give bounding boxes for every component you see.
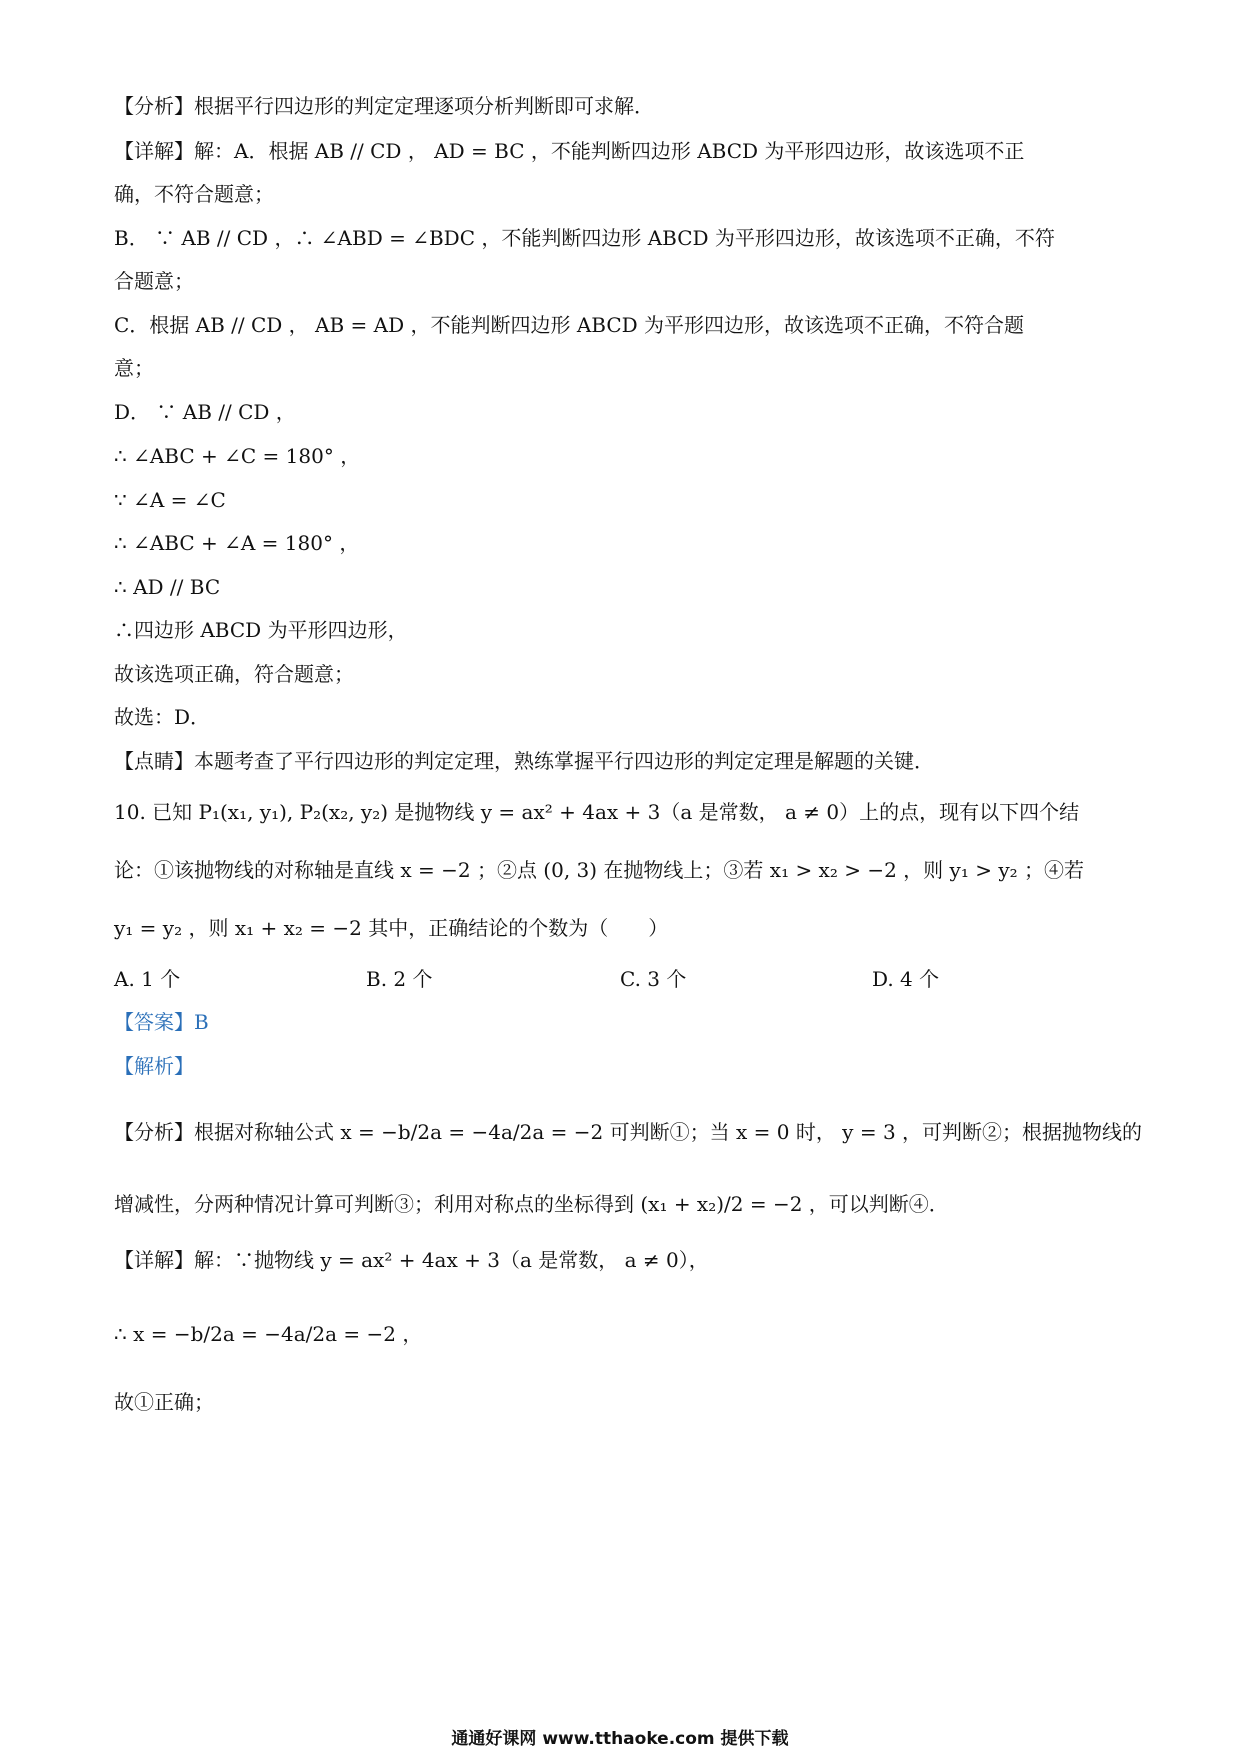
line-detail-d: D． ∵ AB // CD ， xyxy=(114,400,296,424)
line-detail-a: 【详解】解：A．根据 AB // CD ， AD = BC ，不能判断四边形 ABCD 为平形四边形，故该选项不正 xyxy=(114,139,1025,163)
line-detail-d-step4: ∴ AD // BC xyxy=(114,575,221,599)
line-detail-c: C．根据 AB // CD ， AB = AD ，不能判断四边形 ABCD 为平形四边形，故该选项不正确，不符合题 xyxy=(114,313,1025,337)
option-d: D. 4 个 xyxy=(872,967,940,991)
question-10-line1: 10. 已知 P₁(x₁, y₁), P₂(x₂, y₂) 是抛物线 y = ax² + 4ax + 3（a 是常数， a ≠ 0）上的点，现有以下四个结 xyxy=(114,800,1080,824)
line-detail-a-cont: 确，不符合题意； xyxy=(114,182,274,206)
detail-line2: ∴ x = −b/2a = −4a/2a = −2 ， xyxy=(114,1322,423,1346)
detail-line1: 【详解】解：∵抛物线 y = ax² + 4ax + 3（a 是常数， a ≠ 0）， xyxy=(114,1248,709,1272)
option-b: B. 2 个 xyxy=(366,967,433,991)
analysis-line1: 【分析】根据对称轴公式 x = −b/2a = −4a/2a = −2 可判断①；当 x = 0 时， y = 3 ，可判断②；根据抛物线的 xyxy=(114,1120,1143,1144)
analysis-line2: 增减性，分两种情况计算可判断③；利用对称点的坐标得到 (x₁ + x₂)/2 = −2 ，可以判断④． xyxy=(114,1192,949,1216)
line-detail-d-step2: ∵ ∠A = ∠C xyxy=(114,488,226,512)
line-detail-d-step3: ∴ ∠ABC + ∠A = 180° ， xyxy=(114,531,360,555)
line-detail-c-cont: 意； xyxy=(114,356,154,380)
question-10-line2: 论：①该抛物线的对称轴是直线 x = −2 ；②点 (0, 3) 在抛物线上；③若 x₁ > x₂ > −2 ，则 y₁ > y₂ ；④若 xyxy=(114,858,1084,882)
option-c: C. 3 个 xyxy=(620,967,687,991)
option-a: A. 1 个 xyxy=(114,967,181,991)
line-detail-d-step6: 故该选项正确，符合题意； xyxy=(114,662,354,686)
question-10-line3: y₁ = y₂ ，则 x₁ + x₂ = −2 其中，正确结论的个数为（ ） xyxy=(114,916,669,940)
line-analysis-1: 【分析】根据平行四边形的判定定理逐项分析判断即可求解． xyxy=(114,94,654,118)
detail-line3: 故①正确； xyxy=(114,1390,214,1414)
line-choose: 故选：D． xyxy=(114,705,211,729)
footer-watermark: 通通好课网 www.tthaoke.com 提供下载 xyxy=(451,1729,789,1749)
analysis-header: 【解析】 xyxy=(114,1054,194,1078)
answer-line: 【答案】B xyxy=(114,1010,209,1034)
line-detail-b: B． ∵ AB // CD ，∴ ∠ABD = ∠BDC ，不能判断四边形 ABCD 为平形四边形，故该选项不正确，不符 xyxy=(114,226,1055,250)
line-detail-b-cont: 合题意； xyxy=(114,269,194,293)
line-detail-d-step1: ∴ ∠ABC + ∠C = 180° ， xyxy=(114,444,361,468)
line-comment: 【点睛】本题考查了平行四边形的判定定理，熟练掌握平行四边形的判定定理是解题的关键． xyxy=(114,749,934,773)
line-detail-d-step5: ∴四边形 ABCD 为平形四边形， xyxy=(114,618,408,642)
